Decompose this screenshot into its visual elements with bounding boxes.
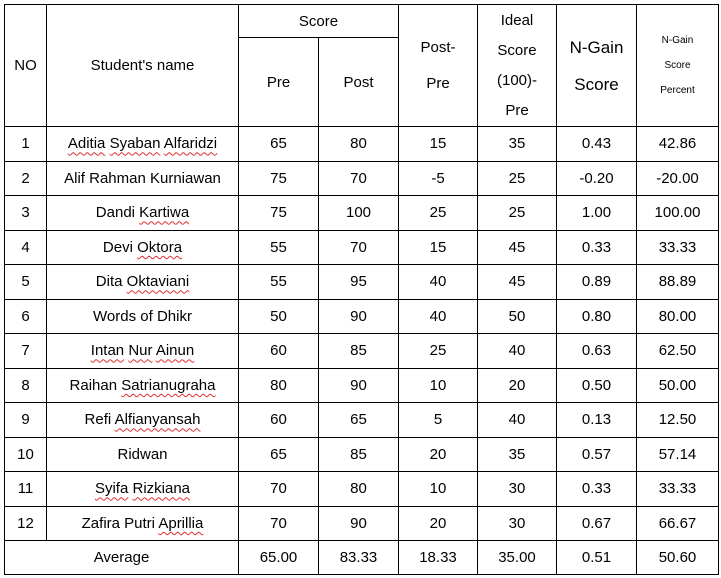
name-word: Kartiwa (139, 204, 190, 222)
cell-post-pre: 40 (399, 299, 478, 334)
name-word: Rizkiana (132, 480, 191, 498)
name-word: Aditia (67, 135, 106, 153)
cell-ideal: 40 (478, 334, 557, 369)
cell-ngain: 0.33 (557, 230, 637, 265)
cell-pre: 65 (239, 127, 319, 162)
average-label: Average (5, 541, 239, 575)
average-percent: 50.60 (637, 541, 719, 575)
name-word: Zafira (81, 514, 120, 532)
cell-post-pre: 25 (399, 196, 478, 231)
name-word: Alfianyansah (114, 411, 201, 429)
cell-pre: 60 (239, 403, 319, 438)
cell-ideal: 35 (478, 437, 557, 472)
cell-post: 90 (319, 368, 399, 403)
name-word: Oktaviani (126, 273, 190, 291)
cell-ideal: 25 (478, 196, 557, 231)
ngain-table (4, 4, 719, 575)
cell-no: 6 (5, 299, 47, 334)
cell-ideal: 25 (478, 161, 557, 196)
cell-name (47, 265, 239, 300)
cell-ideal: 30 (478, 472, 557, 507)
cell-pre: 80 (239, 368, 319, 403)
cell-no: 12 (5, 506, 47, 541)
cell-no: 3 (5, 196, 47, 231)
cell-pre: 70 (239, 506, 319, 541)
cell-percent: 33.33 (637, 230, 719, 265)
name-word: Syifa (94, 480, 129, 498)
cell-name (47, 299, 239, 334)
cell-percent: 100.00 (637, 196, 719, 231)
cell-name (47, 196, 239, 231)
cell-post: 70 (319, 230, 399, 265)
cell-post-pre: 10 (399, 472, 478, 507)
name-word: Nur (128, 342, 153, 360)
header-score: Score (239, 5, 399, 38)
average-diff: 18.33 (399, 541, 478, 575)
cell-no: 2 (5, 161, 47, 196)
cell-pre: 55 (239, 230, 319, 265)
cell-post-pre: 15 (399, 230, 478, 265)
table-row (5, 368, 719, 403)
cell-post-pre: 5 (399, 403, 478, 438)
average-ideal: 35.00 (478, 541, 557, 575)
cell-ngain: 0.43 (557, 127, 637, 162)
cell-ngain: -0.20 (557, 161, 637, 196)
name-word: Alif (64, 169, 85, 187)
cell-percent: 57.14 (637, 437, 719, 472)
cell-pre: 65 (239, 437, 319, 472)
cell-percent: 66.67 (637, 506, 719, 541)
cell-no: 1 (5, 127, 47, 162)
cell-ngain: 0.80 (557, 299, 637, 334)
cell-no: 10 (5, 437, 47, 472)
table-row (5, 265, 719, 300)
table-row (5, 299, 719, 334)
header-no: NO (5, 5, 47, 127)
name-word: Dhikr (156, 307, 192, 325)
cell-no: 11 (5, 472, 47, 507)
cell-name (47, 403, 239, 438)
table-row (5, 506, 719, 541)
table-row (5, 196, 719, 231)
cell-ngain: 0.33 (557, 472, 637, 507)
cell-pre: 70 (239, 472, 319, 507)
cell-post: 100 (319, 196, 399, 231)
name-word: Devi (102, 238, 133, 256)
cell-percent: 33.33 (637, 472, 719, 507)
cell-percent: 50.00 (637, 368, 719, 403)
cell-post-pre: -5 (399, 161, 478, 196)
name-word: Alfaridzi (163, 135, 218, 153)
cell-pre: 55 (239, 265, 319, 300)
cell-no: 4 (5, 230, 47, 265)
table-row (5, 127, 719, 162)
table-row (5, 437, 719, 472)
table-body (5, 127, 719, 541)
name-word: Putri (124, 514, 155, 532)
cell-name (47, 472, 239, 507)
cell-name (47, 334, 239, 369)
cell-percent: 62.50 (637, 334, 719, 369)
cell-pre: 75 (239, 196, 319, 231)
cell-name (47, 368, 239, 403)
name-word: Satrianugraha (121, 376, 216, 394)
name-word: Rahman (89, 169, 146, 187)
cell-post: 90 (319, 299, 399, 334)
cell-name (47, 127, 239, 162)
cell-post-pre: 25 (399, 334, 478, 369)
table-row (5, 334, 719, 369)
cell-percent: 42.86 (637, 127, 719, 162)
cell-ideal: 45 (478, 265, 557, 300)
cell-post-pre: 20 (399, 506, 478, 541)
cell-ngain: 0.13 (557, 403, 637, 438)
cell-ngain: 0.67 (557, 506, 637, 541)
cell-no: 7 (5, 334, 47, 369)
table-row (5, 161, 719, 196)
cell-post: 85 (319, 334, 399, 369)
name-word: Raihan (69, 376, 118, 394)
cell-post-pre: 20 (399, 437, 478, 472)
name-word: Intan (90, 342, 125, 360)
cell-ngain: 1.00 (557, 196, 637, 231)
cell-ngain: 0.57 (557, 437, 637, 472)
cell-ideal: 40 (478, 403, 557, 438)
cell-ideal: 45 (478, 230, 557, 265)
name-word: Kurniawan (150, 169, 221, 187)
table-row (5, 403, 719, 438)
name-word: Dandi (95, 204, 135, 222)
name-word: Ridwan (117, 445, 168, 463)
cell-post: 80 (319, 472, 399, 507)
name-word: of (140, 307, 153, 325)
cell-percent: 80.00 (637, 299, 719, 334)
cell-percent: -20.00 (637, 161, 719, 196)
cell-post-pre: 10 (399, 368, 478, 403)
cell-ideal: 30 (478, 506, 557, 541)
table-row (5, 472, 719, 507)
cell-no: 9 (5, 403, 47, 438)
cell-percent: 12.50 (637, 403, 719, 438)
cell-pre: 50 (239, 299, 319, 334)
name-word: Ainun (155, 342, 195, 360)
table-row (5, 230, 719, 265)
cell-post: 85 (319, 437, 399, 472)
name-word: Oktora (137, 238, 183, 256)
cell-name (47, 161, 239, 196)
cell-ngain: 0.89 (557, 265, 637, 300)
cell-post: 70 (319, 161, 399, 196)
header-pre: Pre (239, 38, 319, 127)
average-post: 83.33 (319, 541, 399, 575)
name-word: Refi (84, 411, 112, 429)
cell-ideal: 20 (478, 368, 557, 403)
cell-percent: 88.89 (637, 265, 719, 300)
name-word: Dita (95, 273, 123, 291)
cell-post: 90 (319, 506, 399, 541)
average-pre: 65.00 (239, 541, 319, 575)
cell-name (47, 230, 239, 265)
name-word: Words (93, 307, 137, 325)
name-word: Aprillia (158, 514, 204, 532)
cell-no: 5 (5, 265, 47, 300)
cell-post-pre: 15 (399, 127, 478, 162)
cell-name (47, 506, 239, 541)
average-ngain: 0.51 (557, 541, 637, 575)
header-ngain-percent: N-Gain Score Percent (637, 5, 719, 127)
header-ngain-score: N-Gain Score (557, 5, 637, 127)
header-name: Student's name (47, 5, 239, 127)
header-post-pre: Post- Pre (399, 5, 478, 127)
name-word: Syaban (109, 135, 161, 153)
header-post: Post (319, 38, 399, 127)
cell-ngain: 0.50 (557, 368, 637, 403)
cell-post: 80 (319, 127, 399, 162)
cell-post: 95 (319, 265, 399, 300)
cell-post-pre: 40 (399, 265, 478, 300)
cell-post: 65 (319, 403, 399, 438)
cell-ideal: 35 (478, 127, 557, 162)
cell-ideal: 50 (478, 299, 557, 334)
cell-name (47, 437, 239, 472)
cell-pre: 75 (239, 161, 319, 196)
average-row (5, 541, 719, 575)
cell-no: 8 (5, 368, 47, 403)
cell-ngain: 0.63 (557, 334, 637, 369)
header-ideal-score: Ideal Score (100)- Pre (478, 5, 557, 127)
cell-pre: 60 (239, 334, 319, 369)
